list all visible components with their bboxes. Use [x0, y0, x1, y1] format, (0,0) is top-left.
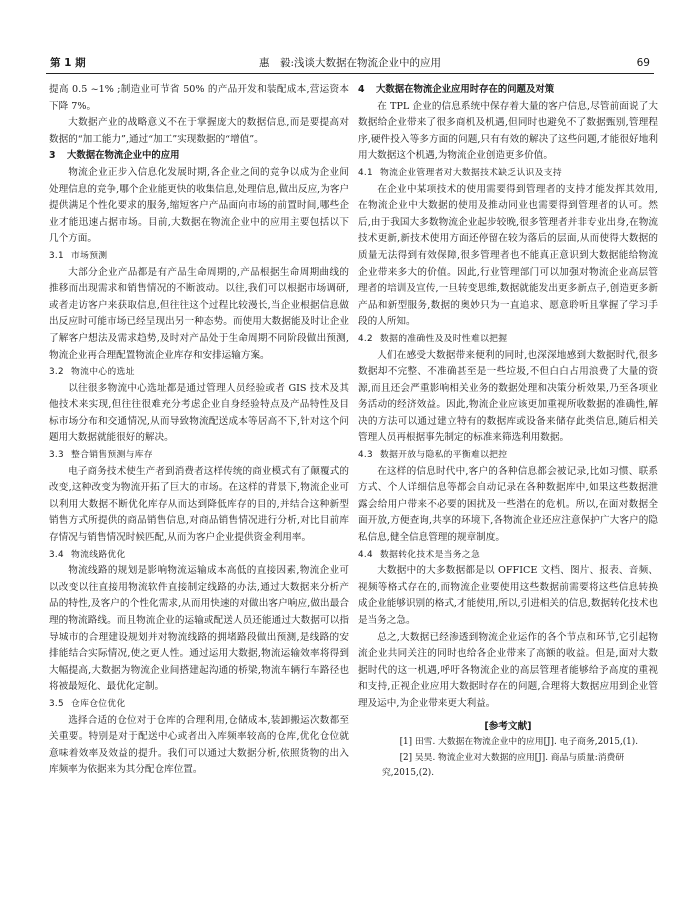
running-header [46, 55, 654, 74]
subsection-heading [49, 696, 349, 713]
subsection-title: 仓库仓位优化 [71, 698, 126, 709]
paragraph: 选择合适的仓位对于仓库的合理利用,仓储成本,装卸搬运次数都至关重要。特别是对于配送中心或者出入库频率较高的仓库,优化仓位就意味着效率及效益的提升。我们可以通过大数据分析,依照货物的出入库频率为依据来为其分配仓库位置。 [49, 714, 349, 776]
subsection-heading [49, 547, 349, 564]
paragraph: 大数据中的大多数据都是以 OFFICE 文档、图片、报表、音频、视频等格式存在的,而物流企业要使用这些数据前需要将这些信息转换成企业能够识别的格式,才能使用,所以,引进相关的信息,数据转化技术也是当务之急。 [358, 565, 659, 626]
paragraph: 在企业中某项技术的使用需要得到管理者的支持才能发挥其效用,在物流企业中大数据的使用及推动同业也需要得到管理者的认可。然后,由于我国大多数物流企业起步较晚,很多管理者并非专业出身,在物流技术更新,新技术使用方面还停留在较为落后的层面,从而使得大数据的质量无法得到有效保障,很多管理者也不能真正意识到大数据能给物流企业带来多大的价值。因此,行业管理部门可以加强对物流企业高层管理者的培训及宣传,一旦转变思维,数据就能发出更多新点子,创造更多新产品和新型服务,数据的奥妙只为一直追求、愿意聆听且掌握了学习手段的人所知。 [358, 183, 658, 328]
subsection-heading [358, 447, 658, 464]
subsection-title: 物流企业管理者对大数据技术缺乏认识及支持 [380, 167, 562, 178]
section-heading [49, 148, 349, 165]
right-column [358, 82, 658, 782]
subsection-number: 3.5 [49, 698, 64, 709]
section-title: 大数据在物流企业应用时存在的问题及对策 [376, 84, 555, 95]
subsection-number: 4.1 [358, 167, 373, 178]
subsection-heading [49, 447, 349, 464]
section-heading [358, 82, 658, 99]
subsection-number: 3.1 [49, 250, 64, 261]
paragraph: 大部分企业产品都是有产品生命周期的,产品根据生命周期曲线的推移而出现需求和销售情况的不断波动。以往,我们可以根据市场调研,或者走访客户来获取信息,但往往这个过程比较漫长,当企业根据信息做出反应时可能市场已经呈现出另一种态势。而使用大数据能及时让企业了解客户想法及需求趋势,及时对产品处于生命周期不同阶段做出预测,物流企业再合理配置物流企业库存和安排运输方案。 [49, 266, 349, 361]
subsection-number: 4.3 [358, 450, 373, 461]
reference-item: [1] 田雪. 大数据在物流企业中的应用[J]. 电子商务,2015,(1). [399, 737, 639, 748]
paragraph: 人们在感受大数据带来便利的同时,也深深地感到大数据时代,很多数据却不完整、不准确甚至是一些垃圾,不但白白占用浪费了大量的资源,而且还会严重影响相关业务的数据处理和决策分析效果,乃至各项业务活动的经济效益。因此,物流企业应该更加重视所收数据的准确性,解决的方法可以通过建立特有的数据库或设备来储存此类信息,随后相关管理人员再根据事先制定的标准来筛选利用数据。 [358, 349, 658, 444]
running-title: 惠 毅:浅谈大数据在物流企业中的应用 [258, 57, 442, 69]
subsection-title: 物流线路优化 [71, 549, 126, 560]
subsection-number: 3.4 [49, 549, 64, 560]
section-number: 4 [358, 84, 365, 95]
paragraph: 物流线路的规划是影响物流运输成本高低的直接因素,物流企业可以改变以往直接用物流软件直接制定线路的办法,通过大数据来分析产品的特性,及客户的个性化需求,从而用快速的对做出客户响应,做出最合理的物流路线。而且物流企业的运输或配送人员还能通过大数据可以指导城市的合理建设规划并对物流线路的拥堵路段做出预测,是线路的安排能结合实际情况,使之更人性。通过运用大数据,物流运输效率将得到大幅提高,大数据为物流企业间搭建起沟通的桥梁,物流车辆行车路径也将被最短化、最优化定制。 [49, 565, 349, 693]
subsection-title: 数据的准确性及及时性难以把握 [380, 333, 508, 344]
paragraph: 电子商务技术使生产者到消费者这样传统的商业模式有了颠覆式的改变,这种改变为物流开拓了巨大的市场。在这样的背景下,物流企业可以利用大数据不断优化库存从而达到降低库存的目的,并结合这种新型销售方式所提供的商品销售信息,对商品销售情况进行分析,对比目前库存情况与销售情况时候匹配,从而为客户企业提供资金利用率。 [49, 465, 349, 544]
issue-number: 第 1 期 [50, 57, 86, 69]
paragraph: 在这样的信息时代中,客户的各种信息都会被记录,比如习惯、联系方式、个人详细信息等都会自动记录在各种数据库中,如果这些数据泄露会给用户带来不必要的困扰及一些潜在的危机。所以,在面对数据全面开放,方便查询,共享的环境下,各物流企业还应注意保护广大客户的隐私信息,健全信息管理的规章制度。 [358, 465, 658, 544]
subsection-heading [358, 547, 658, 564]
references-title: [参考文献] [484, 720, 532, 732]
subsection-title: 数据开放与隐私的平衡难以把控 [380, 450, 508, 461]
left-column [49, 82, 349, 779]
subsection-title: 市场预测 [71, 250, 108, 261]
subsection-title: 物流中心的选址 [71, 367, 135, 378]
subsection-number: 3.2 [49, 367, 64, 378]
page-number: 69 [636, 57, 650, 69]
subsection-heading [358, 165, 658, 182]
subsection-title: 整合销售预测与库存 [71, 450, 153, 461]
paragraph: 物流企业正步入信息化发展时期,各企业之间的竞争以成为企业间处理信息的竞争,哪个企业能更快的收集信息,处理信息,做出反应,为客户提供满足个性化要求的服务,缩短客户产品面向市场的前置时间,哪些企业才能迅速占据市场。目前,大数据在物流企业中的应用主要包括以下几个方面。 [49, 166, 350, 245]
paragraph: 总之,大数据已经渗透到物流企业运作的各个节点和环节,它引起物流企业共同关注的同时也给各企业带来了高额的收益。但是,面对大数据时代的这一机遇,呼吁各物流企业的高层管理者能够给予高度的重视和支持,正视企业应用大数据时存在的问题,合理将大数据应用到企业管理及运中,为企业带来更大利益。 [358, 631, 658, 709]
paragraph: 大数据产业的战略意义不在于掌握庞大的数据信息,而是要提高对数据的“加工能力”,通过“加工”实现数据的“增值”。 [49, 117, 349, 145]
section-title: 大数据在物流企业中的应用 [67, 150, 180, 162]
subsection-number: 4.2 [358, 333, 373, 344]
subsection-heading [358, 331, 658, 348]
subsection-number: 3.3 [49, 450, 64, 461]
subsection-heading [49, 364, 349, 381]
paragraph: 以往很多物流中心选址都是通过管理人员经验或者 GIS 技术及其他技术来实现,但往往很难充分考虑企业自身经验特点及产品特性及目标市场分布和交通情况,从而导致物流配送成本等居高不下,针对这个问题用大数据就能很好的解决。 [49, 382, 349, 444]
subsection-title: 数据转化技术是当务之急 [380, 549, 481, 560]
section-number: 3 [49, 150, 56, 162]
subsection-number: 4.4 [358, 549, 373, 560]
paragraph: 在 TPL 企业的信息系统中保存着大量的客户信息,尽管前面说了大数据给企业带来了很多商机及机遇,但同时也避免不了数据甄别,管理程序,硬件投入等多方面的问题,只有有效的解决了这些问题,才能很好地利用大数据这个机遇,为物流企业创造更多价值。 [358, 100, 658, 162]
paragraph: 提高 0.5 ~1% ;制造业可节省 50% 的产品开发和装配成本,营运资本下降 7%。 [49, 84, 349, 112]
subsection-heading [49, 248, 349, 265]
reference-item: [2] 吴昊. 物流企业对大数据的应用[J]. 商品与质量:消费研究,2015,(2). [382, 752, 625, 779]
